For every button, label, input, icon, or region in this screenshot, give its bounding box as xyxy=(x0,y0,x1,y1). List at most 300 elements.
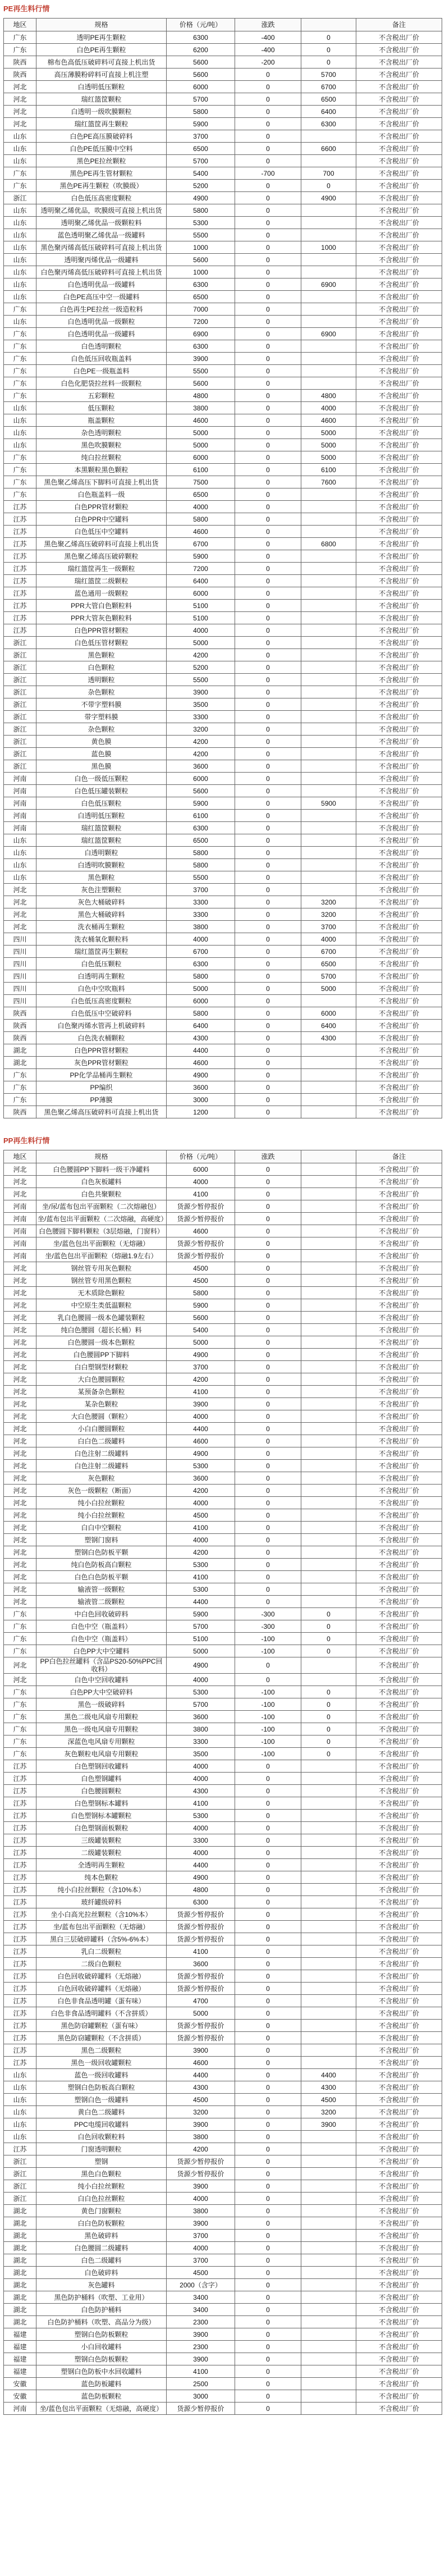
cell-change: 0 xyxy=(235,933,301,946)
cell-price: 6700 xyxy=(167,538,235,550)
cell-note: 不含税出厂价 xyxy=(356,1645,442,1657)
cell-price: 6100 xyxy=(167,464,235,476)
cell-extra: 0 xyxy=(301,1608,356,1620)
cell-change: 0 xyxy=(235,2403,301,2415)
cell-price: 3300 xyxy=(167,896,235,908)
cell-region: 江苏 xyxy=(4,1847,36,1859)
cell-extra: 0 xyxy=(301,1633,356,1645)
cell-change: 0 xyxy=(235,983,301,995)
table-row xyxy=(4,2180,442,2193)
cell-extra: 6100 xyxy=(301,464,356,476)
cell-extra: 5700 xyxy=(301,68,356,81)
cell-extra xyxy=(301,1237,356,1250)
cell-spec: 白色PP大中空罐料 xyxy=(36,1645,167,1657)
cell-region: 江苏 xyxy=(4,1834,36,1847)
cell-price: 3900 xyxy=(167,2217,235,2230)
cell-spec: 白透明颗粒 xyxy=(36,847,167,859)
cell-spec: 瑞红篮筐再生颗粒 xyxy=(36,118,167,130)
cell-price: 4100 xyxy=(167,1571,235,1583)
cell-region: 湖北 xyxy=(4,2217,36,2230)
cell-extra xyxy=(301,1497,356,1509)
cell-extra xyxy=(301,2365,356,2378)
cell-region: 江苏 xyxy=(4,2044,36,2057)
cell-extra xyxy=(301,884,356,896)
cell-region: 浙江 xyxy=(4,698,36,711)
cell-price: 5600 xyxy=(167,56,235,68)
table-row xyxy=(4,68,442,81)
table-row xyxy=(4,1534,442,1546)
table-row xyxy=(4,1735,442,1748)
cell-spec: 输液管一级颗粒 xyxy=(36,1583,167,1596)
cell-spec: 白白色拉丝颗粒 xyxy=(36,2193,167,2205)
table-row xyxy=(4,1472,442,1485)
cell-spec: 全透明再生颗粒 xyxy=(36,1859,167,1871)
cell-spec: 蓝色通用一级颗粒 xyxy=(36,587,167,600)
cell-change: 0 xyxy=(235,192,301,204)
cell-extra xyxy=(301,649,356,661)
table-row xyxy=(4,464,442,476)
cell-spec: PP编织 xyxy=(36,1081,167,1094)
cell-price: 货源少暂停报价 xyxy=(167,1983,235,1995)
cell-change: 0 xyxy=(235,1237,301,1250)
cell-region: 山东 xyxy=(4,217,36,229)
cell-extra: 5700 xyxy=(301,970,356,983)
cell-change: 0 xyxy=(235,1361,301,1373)
cell-change: 0 xyxy=(235,587,301,600)
cell-extra xyxy=(301,2378,356,2390)
cell-note: 不含税出厂价 xyxy=(356,1275,442,1287)
cell-change: 0 xyxy=(235,698,301,711)
table-row xyxy=(4,1859,442,1871)
cell-note: 不含税出厂价 xyxy=(356,2155,442,2168)
table-row xyxy=(4,983,442,995)
cell-region: 河北 xyxy=(4,1398,36,1410)
cell-note: 不含税出厂价 xyxy=(356,538,442,550)
cell-extra xyxy=(301,612,356,624)
cell-change: -100 xyxy=(235,1711,301,1723)
cell-note: 不含税出厂价 xyxy=(356,266,442,278)
cell-change: 0 xyxy=(235,2155,301,2168)
table-row xyxy=(4,130,442,143)
cell-note: 不含税出厂价 xyxy=(356,1044,442,1057)
cell-extra: 0 xyxy=(301,1735,356,1748)
cell-region: 山东 xyxy=(4,847,36,859)
cell-change: 0 xyxy=(235,2378,301,2390)
cell-extra xyxy=(301,2304,356,2316)
cell-region: 广东 xyxy=(4,1723,36,1735)
cell-price: 4000 xyxy=(167,1497,235,1509)
cell-region: 广东 xyxy=(4,451,36,464)
table-row xyxy=(4,760,442,773)
cell-note: 不含税出厂价 xyxy=(356,1711,442,1723)
cell-extra xyxy=(301,2168,356,2180)
cell-extra xyxy=(301,637,356,649)
column-header-note: 备注 xyxy=(356,19,442,31)
cell-note: 不含税出厂价 xyxy=(356,2081,442,2094)
cell-extra xyxy=(301,266,356,278)
cell-extra xyxy=(301,2217,356,2230)
cell-spec: 中空原生类低温颗粒 xyxy=(36,1299,167,1312)
cell-spec: 坐小白高光拉丝颗粒（含10%本） xyxy=(36,1908,167,1921)
cell-extra xyxy=(301,1995,356,2007)
cell-extra xyxy=(301,1485,356,1497)
cell-price: 3600 xyxy=(167,1711,235,1723)
cell-region: 河北 xyxy=(4,1571,36,1583)
table-row xyxy=(4,1711,442,1723)
cell-extra xyxy=(301,1200,356,1213)
cell-region: 河北 xyxy=(4,1596,36,1608)
cell-region: 河北 xyxy=(4,1447,36,1460)
cell-change: 0 xyxy=(235,464,301,476)
cell-note: 不含税出厂价 xyxy=(356,1423,442,1435)
cell-change: 0 xyxy=(235,1822,301,1834)
cell-extra: 4300 xyxy=(301,1032,356,1044)
table-row xyxy=(4,192,442,204)
cell-price: 5000 xyxy=(167,2007,235,2020)
cell-extra: 4900 xyxy=(301,192,356,204)
cell-change: 0 xyxy=(235,155,301,167)
table-row xyxy=(4,661,442,674)
table-row xyxy=(4,1324,442,1336)
table-row xyxy=(4,143,442,155)
cell-change: 0 xyxy=(235,760,301,773)
cell-extra: 6800 xyxy=(301,538,356,550)
cell-region: 江苏 xyxy=(4,587,36,600)
cell-region: 山东 xyxy=(4,254,36,266)
cell-region: 山东 xyxy=(4,2069,36,2081)
cell-price: 6300 xyxy=(167,31,235,44)
cell-spec: 无木质除色颗粒 xyxy=(36,1287,167,1299)
cell-price: 2300 xyxy=(167,2341,235,2353)
cell-change: 0 xyxy=(235,908,301,921)
table-row xyxy=(4,871,442,884)
table-row xyxy=(4,2118,442,2131)
cell-note: 不含税出厂价 xyxy=(356,476,442,488)
cell-spec: 黑色防窃罐颗粒（不含拼质） xyxy=(36,2032,167,2044)
table-row xyxy=(4,2291,442,2304)
cell-price: 5000 xyxy=(167,983,235,995)
cell-price: 4900 xyxy=(167,1657,235,1674)
cell-change: 0 xyxy=(235,2254,301,2267)
cell-change: 0 xyxy=(235,859,301,871)
cell-note: 不含税出厂价 xyxy=(356,2267,442,2279)
cell-price: 6300 xyxy=(167,1896,235,1908)
cell-spec: 白色腰圆下脚料颗粒（3层熔融，门窗料） xyxy=(36,1225,167,1237)
cell-region: 江苏 xyxy=(4,1921,36,1933)
table-row xyxy=(4,1410,442,1423)
cell-region: 广东 xyxy=(4,1711,36,1723)
cell-region: 河北 xyxy=(4,1657,36,1674)
cell-note: 不含税出厂价 xyxy=(356,624,442,637)
cell-change: 0 xyxy=(235,1262,301,1275)
cell-change: 0 xyxy=(235,303,301,316)
cell-spec: 黄色膜 xyxy=(36,736,167,748)
table-row xyxy=(4,229,442,241)
cell-price: 5800 xyxy=(167,1007,235,1020)
cell-spec: 纯白色腰圆（超长长桶）料 xyxy=(36,1324,167,1336)
cell-note: 不含税出厂价 xyxy=(356,1921,442,1933)
cell-note: 不含税出厂价 xyxy=(356,1460,442,1472)
cell-note: 不含税出厂价 xyxy=(356,1081,442,1094)
table-row xyxy=(4,81,442,93)
table-row xyxy=(4,217,442,229)
cell-note: 不含税出厂价 xyxy=(356,1822,442,1834)
cell-extra xyxy=(301,1871,356,1884)
cell-extra xyxy=(301,674,356,686)
cell-change: 0 xyxy=(235,1583,301,1596)
table-row xyxy=(4,1620,442,1633)
cell-region: 河北 xyxy=(4,1522,36,1534)
cell-note: 不含税出厂价 xyxy=(356,1020,442,1032)
cell-region: 山东 xyxy=(4,2131,36,2143)
cell-region: 湖北 xyxy=(4,2267,36,2279)
cell-change: 0 xyxy=(235,1336,301,1349)
cell-change: 0 xyxy=(235,575,301,587)
cell-note: 不含税出厂价 xyxy=(356,1106,442,1118)
cell-change: 0 xyxy=(235,1225,301,1237)
cell-price: 3600 xyxy=(167,760,235,773)
cell-region: 山东 xyxy=(4,155,36,167)
cell-spec: 白色防护桶料 xyxy=(36,2304,167,2316)
cell-spec: 黑色PE再生颗粒（吹膜级） xyxy=(36,180,167,192)
cell-note: 不含税出厂价 xyxy=(356,686,442,698)
cell-extra xyxy=(301,2279,356,2291)
cell-price: 货源少暂停报价 xyxy=(167,1908,235,1921)
cell-change: 0 xyxy=(235,1312,301,1324)
cell-change: 0 xyxy=(235,1522,301,1534)
cell-spec: 白色低压中空破碎料 xyxy=(36,1007,167,1020)
cell-spec: 透明PE再生颗粒 xyxy=(36,31,167,44)
table-row xyxy=(4,1698,442,1711)
cell-price: 5400 xyxy=(167,167,235,180)
table-row xyxy=(4,1386,442,1398)
table-row xyxy=(4,1188,442,1200)
cell-note: 不含税出厂价 xyxy=(356,1797,442,1810)
cell-extra: 0 xyxy=(301,1686,356,1698)
column-header-spec: 规格 xyxy=(36,1150,167,1163)
cell-change: 0 xyxy=(235,130,301,143)
table-row xyxy=(4,1785,442,1797)
cell-price: 3300 xyxy=(167,711,235,723)
table-row xyxy=(4,600,442,612)
cell-change: 0 xyxy=(235,1200,301,1213)
cell-note: 不含税出厂价 xyxy=(356,1509,442,1522)
table-row xyxy=(4,649,442,661)
cell-change: 0 xyxy=(235,797,301,810)
cell-region: 河北 xyxy=(4,1312,36,1324)
cell-note: 不含税出厂价 xyxy=(356,1546,442,1559)
cell-note: 不含税出厂价 xyxy=(356,661,442,674)
cell-change: -700 xyxy=(235,167,301,180)
table-row xyxy=(4,773,442,785)
cell-extra: 6300 xyxy=(301,118,356,130)
table-row xyxy=(4,1674,442,1686)
cell-extra: 6700 xyxy=(301,946,356,958)
table-row xyxy=(4,2217,442,2230)
cell-extra: 4000 xyxy=(301,402,356,414)
cell-region: 河北 xyxy=(4,1497,36,1509)
cell-change: 0 xyxy=(235,427,301,439)
cell-extra xyxy=(301,2316,356,2328)
cell-extra xyxy=(301,1896,356,1908)
cell-change: 0 xyxy=(235,1287,301,1299)
cell-note: 不含税出厂价 xyxy=(356,760,442,773)
cell-region: 广东 xyxy=(4,377,36,390)
cell-change: 0 xyxy=(235,217,301,229)
cell-note: 不含税出厂价 xyxy=(356,328,442,340)
cell-change: 0 xyxy=(235,2057,301,2069)
cell-change: 0 xyxy=(235,550,301,563)
table-row xyxy=(4,736,442,748)
cell-change: 0 xyxy=(235,118,301,130)
cell-price: 货源少暂停报价 xyxy=(167,2155,235,2168)
cell-note: 不含税出厂价 xyxy=(356,600,442,612)
cell-price: 3900 xyxy=(167,2328,235,2341)
cell-change: 0 xyxy=(235,1834,301,1847)
cell-spec: 白透明低压颗粒 xyxy=(36,81,167,93)
cell-change: 0 xyxy=(235,2069,301,2081)
cell-price: 6900 xyxy=(167,328,235,340)
cell-price: 4300 xyxy=(167,1032,235,1044)
cell-spec: 白色低压高密度颗粒 xyxy=(36,192,167,204)
column-header-region: 地区 xyxy=(4,19,36,31)
cell-note: 不含税出厂价 xyxy=(356,1386,442,1398)
cell-note: 不含税出厂价 xyxy=(356,1336,442,1349)
cell-region: 广东 xyxy=(4,1735,36,1748)
table-row xyxy=(4,1349,442,1361)
cell-extra xyxy=(301,686,356,698)
cell-extra xyxy=(301,661,356,674)
cell-region: 江苏 xyxy=(4,1945,36,1958)
cell-region: 广东 xyxy=(4,464,36,476)
cell-note: 不含税出厂价 xyxy=(356,1069,442,1081)
cell-note: 不含税出厂价 xyxy=(356,1522,442,1534)
cell-extra xyxy=(301,2032,356,2044)
cell-change: 0 xyxy=(235,1559,301,1571)
cell-extra xyxy=(301,1081,356,1094)
cell-spec: 黑色颗粒 xyxy=(36,649,167,661)
cell-change: 0 xyxy=(235,2007,301,2020)
cell-spec: 透明颗粒 xyxy=(36,674,167,686)
cell-price: 3300 xyxy=(167,1735,235,1748)
table-row xyxy=(4,353,442,365)
cell-spec: 小白白腰圆颗粒 xyxy=(36,1423,167,1435)
pe-section-title: PE再生料行情 xyxy=(3,4,50,13)
table-row xyxy=(4,1447,442,1460)
cell-spec: PP化学品桶再生颗粒 xyxy=(36,1069,167,1081)
cell-region: 山东 xyxy=(4,834,36,847)
cell-note: 不含税出厂价 xyxy=(356,377,442,390)
cell-note: 不含税出厂价 xyxy=(356,439,442,451)
cell-region: 广东 xyxy=(4,1633,36,1645)
cell-region: 浙江 xyxy=(4,711,36,723)
cell-region: 江苏 xyxy=(4,538,36,550)
table-row xyxy=(4,1237,442,1250)
cell-change: 0 xyxy=(235,1983,301,1995)
table-row xyxy=(4,1596,442,1608)
cell-spec: 白色中空（瓶盖料） xyxy=(36,1633,167,1645)
cell-price: 3500 xyxy=(167,1748,235,1760)
cell-spec: 纯本色颗粒 xyxy=(36,1871,167,1884)
cell-note: 不含税出厂价 xyxy=(356,1859,442,1871)
cell-region: 江苏 xyxy=(4,563,36,575)
cell-extra xyxy=(301,2205,356,2217)
cell-change: 0 xyxy=(235,2143,301,2155)
cell-price: 4000 xyxy=(167,2242,235,2254)
table-row xyxy=(4,2057,442,2069)
cell-price: 5700 xyxy=(167,1620,235,1633)
cell-extra xyxy=(301,1847,356,1859)
cell-region: 山东 xyxy=(4,402,36,414)
cell-change: 0 xyxy=(235,785,301,797)
cell-note: 不含税出厂价 xyxy=(356,402,442,414)
cell-price: 货源少暂停报价 xyxy=(167,2020,235,2032)
cell-change: 0 xyxy=(235,488,301,501)
cell-change: 0 xyxy=(235,1810,301,1822)
cell-note: 不含税出厂价 xyxy=(356,2007,442,2020)
table-row xyxy=(4,328,442,340)
cell-region: 江苏 xyxy=(4,501,36,513)
table-row xyxy=(4,884,442,896)
table-row xyxy=(4,303,442,316)
cell-spec: 坐/蓝色包出平面颗粒（无熔融） xyxy=(36,1237,167,1250)
table-row xyxy=(4,2304,442,2316)
cell-note: 不含税出厂价 xyxy=(356,2328,442,2341)
cell-price: 6500 xyxy=(167,488,235,501)
cell-spec: 二级罐装颗粒 xyxy=(36,1847,167,1859)
cell-note: 不含税出厂价 xyxy=(356,575,442,587)
cell-change: -100 xyxy=(235,1748,301,1760)
cell-price: 4500 xyxy=(167,2094,235,2106)
table-row xyxy=(4,1094,442,1106)
table-row xyxy=(4,2390,442,2403)
cell-extra xyxy=(301,316,356,328)
cell-price: 6500 xyxy=(167,143,235,155)
cell-region: 广东 xyxy=(4,180,36,192)
table-row xyxy=(4,1970,442,1983)
cell-region: 广东 xyxy=(4,1608,36,1620)
cell-spec: 五彩颗粒 xyxy=(36,390,167,402)
cell-spec: 黑色聚乙烯高压下脚料可直接上机出货 xyxy=(36,476,167,488)
cell-region: 广东 xyxy=(4,1094,36,1106)
table-row xyxy=(4,2353,442,2365)
cell-spec: 白色破碎料 xyxy=(36,2267,167,2279)
cell-region: 山东 xyxy=(4,414,36,427)
cell-extra xyxy=(301,1583,356,1596)
cell-region: 河北 xyxy=(4,921,36,933)
pp-table-body xyxy=(4,1163,442,2415)
cell-price: 4900 xyxy=(167,1349,235,1361)
cell-spec: 白色PPR管材颗粒 xyxy=(36,1044,167,1057)
cell-extra xyxy=(301,377,356,390)
cell-spec: 纯小白拉丝颗粒 xyxy=(36,2180,167,2193)
cell-note: 不含税出厂价 xyxy=(356,1698,442,1711)
table-row xyxy=(4,291,442,303)
cell-region: 浙江 xyxy=(4,674,36,686)
cell-note: 不含税出厂价 xyxy=(356,958,442,970)
cell-note: 不含税出厂价 xyxy=(356,2365,442,2378)
cell-spec: 白色瓶盖料一级 xyxy=(36,488,167,501)
cell-spec: 黑色破碎料 xyxy=(36,2230,167,2242)
cell-spec: 带字塑料膜 xyxy=(36,711,167,723)
cell-region: 河北 xyxy=(4,1336,36,1349)
table-row xyxy=(4,921,442,933)
cell-change: 0 xyxy=(235,353,301,365)
cell-region: 广东 xyxy=(4,44,36,56)
cell-change: 0 xyxy=(235,970,301,983)
cell-spec: 瑞红篮筐颗粒 xyxy=(36,834,167,847)
cell-spec: 白色中空（瓶盖料） xyxy=(36,1620,167,1633)
